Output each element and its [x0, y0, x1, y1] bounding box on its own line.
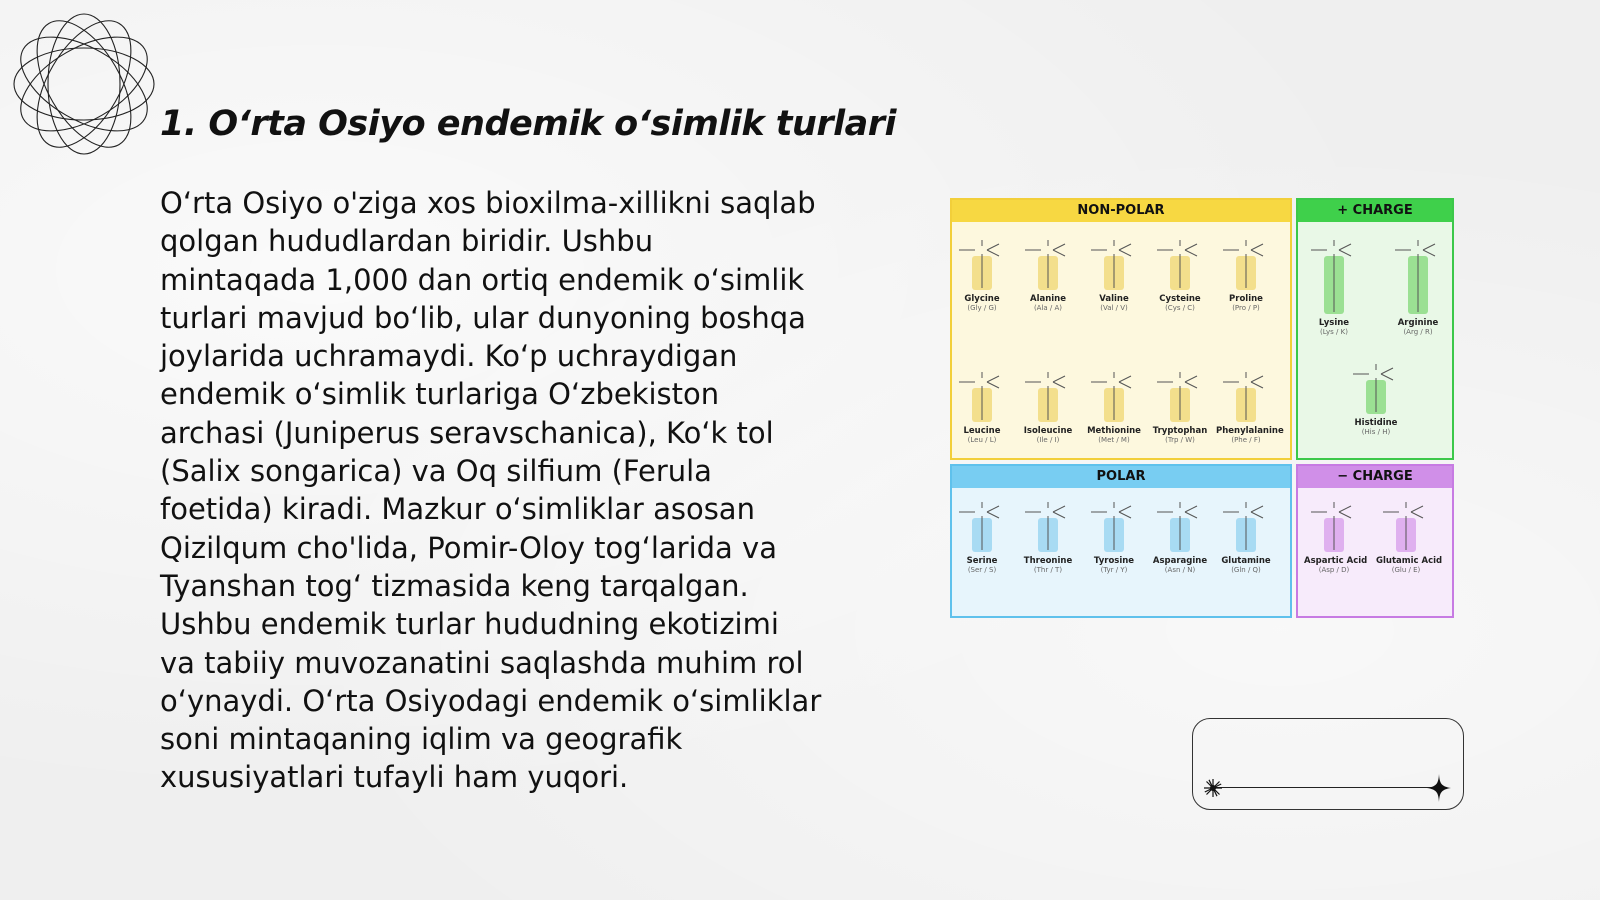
amino-acid-name: Tyrosine: [1093, 556, 1135, 566]
molecule-structure: [1307, 234, 1361, 318]
amino-acid-abbreviation: (His / H): [1361, 428, 1391, 436]
sparkle-icon: [1203, 778, 1223, 798]
amino-acid-name: Glutamic Acid: [1376, 556, 1443, 566]
decorative-card: [1192, 718, 1464, 810]
slide-title: 1. O‘rta Osiyo endemik o‘simlik turlari: [160, 104, 897, 144]
amino-acid-name: Glycine: [964, 294, 1000, 304]
body-line: foetida) kiradi. Mazkur o‘simliklar asosan: [160, 492, 755, 527]
amino-acid-abbreviation: (Ile / I): [1036, 436, 1060, 444]
amino-acid-item: [1084, 366, 1144, 444]
amino-acid-name: Proline: [1229, 294, 1263, 304]
panel-header: + CHARGE: [1298, 200, 1452, 222]
molecule-structure: [1219, 496, 1273, 556]
amino-acid-abbreviation: (Pro / P): [1232, 304, 1260, 312]
body-line: (Salix songarica) va Oq silfium (Ferula: [160, 454, 712, 489]
amino-acid-abbreviation: (Arg / R): [1403, 328, 1433, 336]
body-line: xususiyatlari tufayli ham yuqori.: [160, 760, 629, 795]
amino-acid-name: Phenylalanine: [1216, 426, 1284, 436]
amino-acid-item: [1084, 496, 1144, 574]
molecule-structure: [1021, 366, 1075, 426]
molecule-structure: [1021, 234, 1075, 294]
body-line: Tyanshan tog‘ tizmasida keng tarqalgan.: [160, 568, 749, 603]
amino-acid-item: [1304, 496, 1368, 574]
amino-acid-item: [952, 366, 1012, 444]
molecule-structure: [1219, 366, 1273, 426]
amino-acid-abbreviation: (Leu / L): [967, 436, 997, 444]
amino-acid-name: Aspartic Acid: [1304, 556, 1368, 566]
body-line: va tabiiy muvozanatini saqlashda muhim rol: [160, 645, 804, 680]
body-line: endemik o‘simlik turlariga O‘zbekiston: [160, 377, 720, 412]
panel-polar: [950, 464, 1292, 618]
amino-acid-name: Serine: [966, 556, 998, 566]
panel-header: NON-POLAR: [952, 200, 1290, 222]
amino-acid-item: [1150, 366, 1210, 444]
amino-acid-abbreviation: (Trp / W): [1165, 436, 1195, 444]
molecule-structure: [955, 496, 1009, 556]
molecule-structure: [1153, 366, 1207, 426]
amino-acid-abbreviation: (Ala / A): [1033, 304, 1063, 312]
amino-acid-name: Cysteine: [1159, 294, 1201, 304]
amino-acid-item: [1150, 496, 1210, 574]
orbit-rings-logo: [10, 10, 158, 158]
amino-acid-item: [1216, 234, 1276, 312]
molecule-structure: [955, 366, 1009, 426]
panel-nonpolar: [950, 198, 1292, 460]
panel-header: POLAR: [952, 466, 1290, 488]
amino-acid-item: [1018, 496, 1078, 574]
amino-acid-abbreviation: (Val / V): [1100, 304, 1128, 312]
amino-acid-item: [1388, 234, 1448, 336]
amino-acid-abbreviation: (Glu / E): [1391, 566, 1421, 574]
amino-acid-abbreviation: (Asp / D): [1318, 566, 1350, 574]
amino-acid-name: Leucine: [963, 426, 1001, 436]
amino-acid-name: Asparagine: [1152, 556, 1208, 566]
amino-acid-abbreviation: (Lys / K): [1320, 328, 1348, 336]
panel-header: − CHARGE: [1298, 466, 1452, 488]
body-line: O‘rta Osiyo o'ziga xos bioxilma-xillikni saqlab: [160, 186, 816, 220]
amino-acid-item: [952, 496, 1012, 574]
body-line: joylarida uchramaydi. Ko‘p uchraydigan: [160, 339, 738, 374]
amino-acid-abbreviation: (Gln / Q): [1231, 566, 1261, 574]
amino-acid-abbreviation: (Thr / T): [1033, 566, 1063, 574]
molecule-structure: [1219, 234, 1273, 294]
molecule-structure: [1307, 496, 1361, 556]
panel-positive-charge: [1296, 198, 1454, 460]
amino-acid-item: [1018, 234, 1078, 312]
molecule-structure: [1391, 234, 1445, 318]
molecule-structure: [1349, 358, 1403, 418]
amino-acid-figure: [950, 198, 1454, 618]
amino-acid-abbreviation: (Ser / S): [967, 566, 997, 574]
body-line: mintaqada 1,000 dan ortiq endemik o‘simlik: [160, 262, 805, 297]
amino-acid-abbreviation: (Gly / G): [967, 304, 997, 312]
amino-acid-name: Histidine: [1354, 418, 1398, 428]
amino-acid-name: Methionine: [1087, 426, 1141, 436]
body-line: turlari mavjud bo‘lib, ular dunyoning boshqa: [160, 300, 806, 335]
molecule-structure: [1087, 234, 1141, 294]
amino-acid-name: Tryptophan: [1152, 426, 1208, 436]
amino-acid-item: [952, 234, 1012, 312]
molecule-structure: [1021, 496, 1075, 556]
amino-acid-name: Threonine: [1023, 556, 1073, 566]
amino-acid-name: Lysine: [1318, 318, 1350, 328]
molecule-structure: [1379, 496, 1433, 556]
amino-acid-abbreviation: (Tyr / Y): [1100, 566, 1128, 574]
molecule-structure: [1153, 234, 1207, 294]
amino-acid-item: [1346, 358, 1406, 436]
amino-acid-abbreviation: (Cys / C): [1165, 304, 1195, 312]
body-line: archasi (Juniperus seravschanica), Ko‘k tol: [160, 415, 774, 450]
body-line: Qizilqum cho'lida, Pomir-Oloy tog‘larida va: [160, 530, 777, 565]
panel-negative-charge: [1296, 464, 1454, 618]
amino-acid-item: [1304, 234, 1364, 336]
amino-acid-item: [1150, 234, 1210, 312]
body-line: qolgan hududlardan biridir. Ushbu: [160, 224, 654, 259]
body-line: soni mintaqaning iqlim va geografik: [160, 722, 683, 757]
card-divider-line: [1215, 787, 1439, 788]
amino-acid-name: Glutamine: [1221, 556, 1271, 566]
molecule-structure: [955, 234, 1009, 294]
body-paragraph: [160, 184, 840, 797]
amino-acid-item: [1018, 366, 1078, 444]
amino-acid-name: Alanine: [1029, 294, 1066, 304]
amino-acid-item: [1216, 366, 1284, 444]
crosshair-icon: [1427, 774, 1451, 802]
amino-acid-abbreviation: (Asn / N): [1164, 566, 1196, 574]
amino-acid-abbreviation: (Met / M): [1098, 436, 1130, 444]
body-line: Ushbu endemik turlar hududning ekotizimi: [160, 607, 779, 642]
amino-acid-item: [1376, 496, 1443, 574]
amino-acid-name: Arginine: [1397, 318, 1439, 328]
amino-acid-name: Valine: [1099, 294, 1129, 304]
amino-acid-abbreviation: (Phe / F): [1231, 436, 1261, 444]
molecule-structure: [1153, 496, 1207, 556]
amino-acid-item: [1084, 234, 1144, 312]
body-line: o‘ynaydi. O‘rta Osiyodagi endemik o‘simliklar: [160, 683, 822, 718]
molecule-structure: [1087, 366, 1141, 426]
amino-acid-item: [1216, 496, 1276, 574]
amino-acid-name: Isoleucine: [1023, 426, 1073, 436]
molecule-structure: [1087, 496, 1141, 556]
